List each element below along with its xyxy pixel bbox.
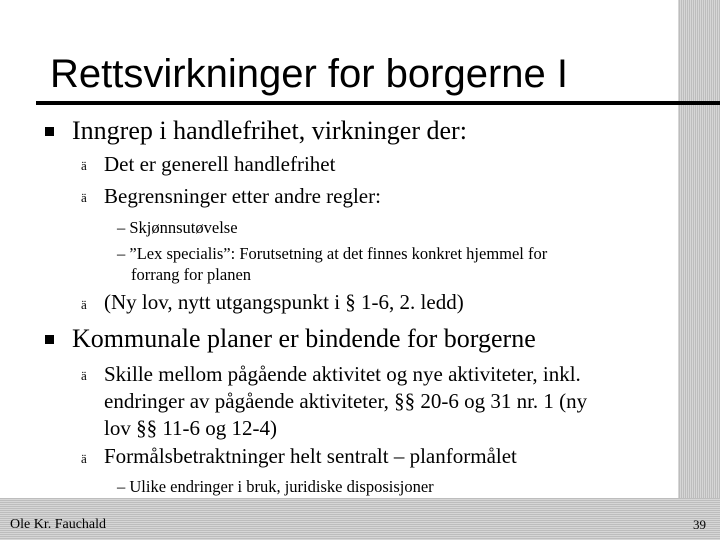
sub-bullet-icon: ä (81, 190, 87, 205)
bullet-2-2-1-text: – Ulike endringer i bruk, juridiske disposisjoner (117, 477, 434, 496)
bullet-1-2-2-line2: forrang for planen (131, 265, 252, 284)
bullet-1-text: Inngrep i handlefrihet, virkninger der: (72, 116, 467, 145)
bottom-decorative-band (0, 498, 720, 540)
square-bullet-icon (45, 127, 54, 136)
bullet-1-2-1-text: – Skjønnsutøvelse (117, 218, 238, 237)
bullet-1-2-text: Begrensninger etter andre regler: (104, 184, 381, 208)
bullet-2-text: Kommunale planer er bindende for borgerne (72, 324, 536, 353)
sub-bullet-icon: ä (81, 297, 87, 312)
bullet-1-3-text: (Ny lov, nytt utgangspunkt i § 1-6, 2. ledd) (104, 290, 464, 314)
bullet-1-1-text: Det er generell handlefrihet (104, 152, 336, 176)
title-underline (36, 101, 720, 105)
square-bullet-icon (45, 335, 54, 344)
bullet-1-2-2-line1: – ”Lex specialis”: Forutsetning at det finnes konkret hjemmel for (117, 244, 548, 263)
page-number: 39 (693, 517, 706, 532)
bullet-2-1-line1: Skille mellom pågående aktivitet og nye aktiviteter, inkl. (104, 362, 581, 386)
sub-bullet-icon: ä (81, 158, 87, 173)
bullet-2-1-line2: endringer av pågående aktiviteter, §§ 20-6 og 31 nr. 1 (ny (104, 389, 588, 413)
slide-title: Rettsvirkninger for borgerne I (50, 52, 569, 96)
sub-bullet-icon: ä (81, 451, 87, 466)
right-decorative-band (678, 0, 720, 540)
footer-author: Ole Kr. Fauchald (10, 517, 107, 532)
bullet-2-2-text: Formålsbetraktninger helt sentralt – planformålet (104, 444, 517, 468)
sub-bullet-icon: ä (81, 368, 87, 383)
bullet-2-1-line3: lov §§ 11-6 og 12-4) (104, 416, 278, 440)
